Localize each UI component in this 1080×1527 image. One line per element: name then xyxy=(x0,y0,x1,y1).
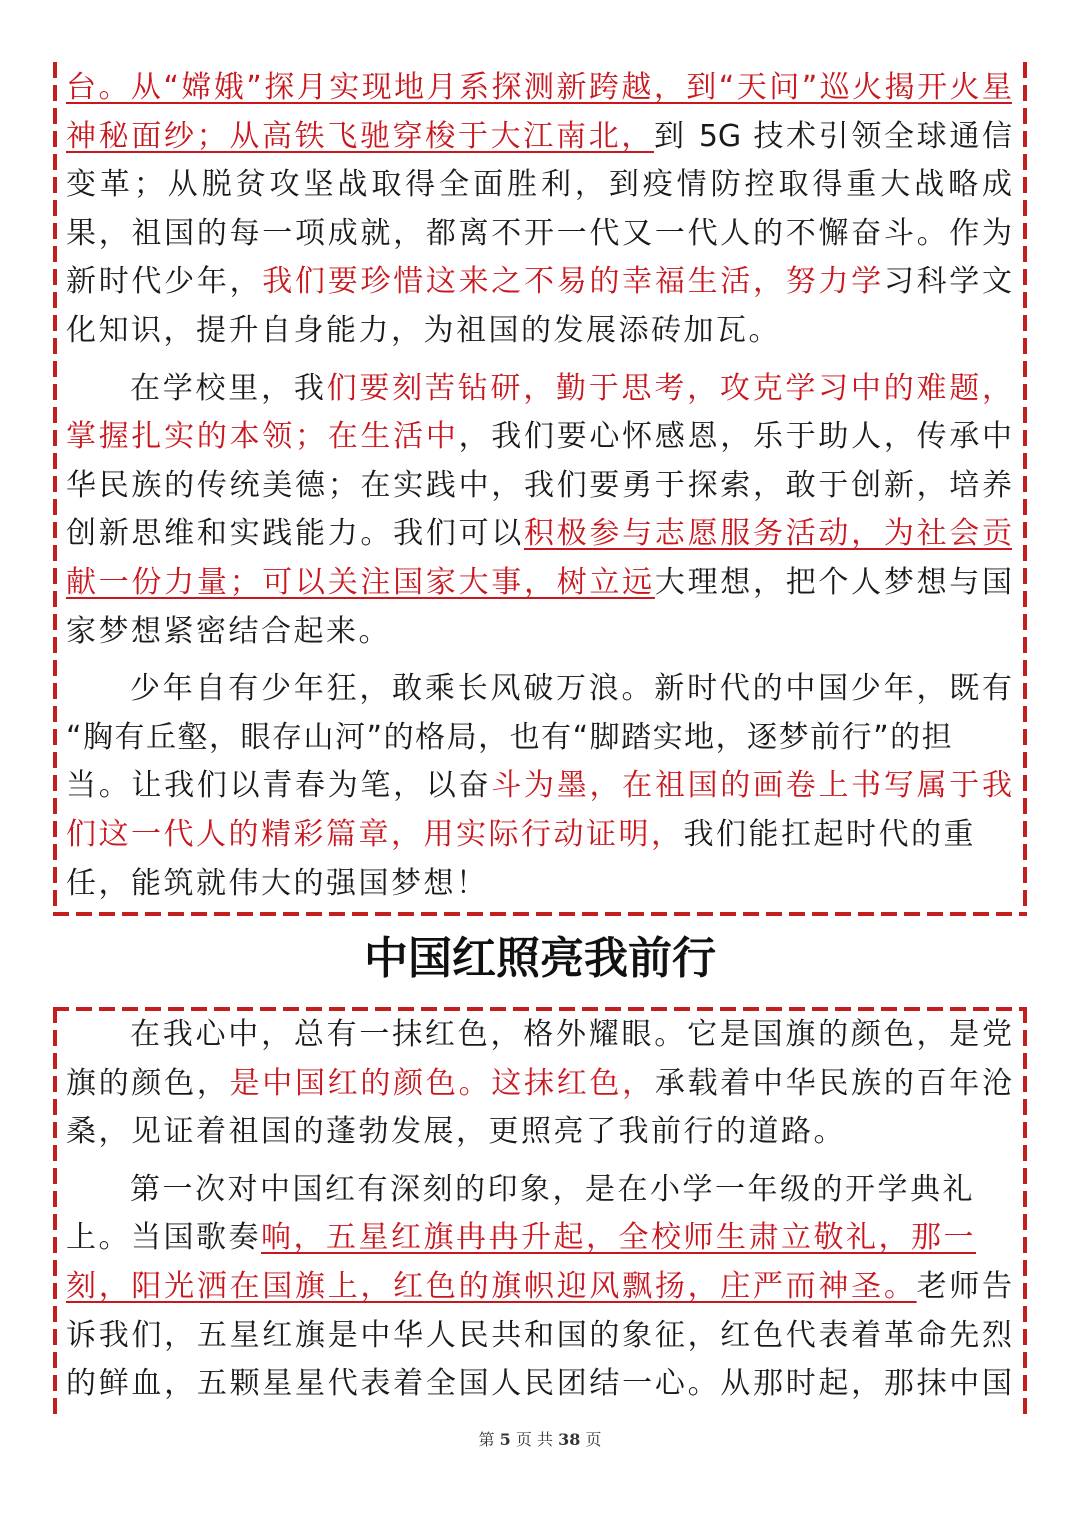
underlined-highlight: 积极参与志愿服务活动，为社会贡 xyxy=(524,516,1012,552)
text-line xyxy=(66,1108,1012,1157)
text-line xyxy=(66,860,1012,909)
text: 华民族的传统美德；在实践中，我们要勇于探索，敢于创新，培养 xyxy=(66,467,1012,503)
text: 当。让我们以青春为笔，以奋 xyxy=(66,768,492,804)
text: 到 5G 技术引领全球通信 xyxy=(653,118,1012,154)
text-line xyxy=(66,258,1012,307)
paragraph xyxy=(66,1166,1012,1409)
text-line xyxy=(66,714,1012,763)
text: 新时代少年， xyxy=(66,264,263,300)
text-line xyxy=(66,365,1012,414)
highlighted-text: 是中国红的颜色。这抹红色， xyxy=(229,1065,655,1101)
footer-middle: 页 共 xyxy=(515,1430,553,1449)
highlighted-text: 掌握扎实的本领；在生活中 xyxy=(66,419,459,455)
text: 上。当国歌奏 xyxy=(66,1220,261,1256)
text-line xyxy=(66,413,1012,462)
text-line xyxy=(66,1214,1012,1263)
essay-body xyxy=(66,1011,1012,1409)
current-page-number: 5 xyxy=(499,1430,511,1449)
text-line xyxy=(66,161,1012,210)
text-line xyxy=(66,1263,1012,1312)
underlined-highlight: 响，五星红旗冉冉升起，全校师生肃立敬礼，那一 xyxy=(261,1220,976,1256)
footer-prefix: 第 xyxy=(478,1430,495,1449)
text-line xyxy=(66,462,1012,511)
text: 第一次对中国红有深刻的印象，是在小学一年级的开学典礼 xyxy=(130,1171,975,1207)
text: 在我心中，总有一抹红色，格外耀眼。它是国旗的颜色，是党 xyxy=(130,1017,1012,1052)
total-pages-number: 38 xyxy=(558,1430,581,1449)
text-line xyxy=(66,762,1012,811)
text-line xyxy=(66,307,1012,356)
paragraph xyxy=(66,665,1012,908)
paragraph xyxy=(66,1011,1012,1157)
text: 习科学文 xyxy=(883,264,1013,300)
text-line xyxy=(66,510,1012,559)
text: 我们能扛起时代的重 xyxy=(683,816,976,852)
underlined-highlight: 刻，阳光洒在国旗上，红色的旗帜迎风飘扬，庄严而神圣。 xyxy=(66,1268,917,1304)
highlighted-text: 我们要珍惜这来之不易的幸福生活，努力学 xyxy=(262,264,884,300)
page-footer xyxy=(0,1430,1080,1450)
text-line xyxy=(66,1166,1012,1215)
text-line xyxy=(66,1060,1012,1109)
text-line xyxy=(66,64,1012,113)
text-line xyxy=(66,1360,1012,1409)
text: 任，能筑就伟大的强国梦想！ xyxy=(66,865,489,901)
essay-title: 中国红照亮我前行 xyxy=(364,933,716,984)
text: 在学校里，我 xyxy=(130,370,327,406)
underlined-highlight: 台。从“嫦娥”探月实现地月系探测新跨越，到“天问”巡火揭开火星 xyxy=(66,70,1012,105)
text-line xyxy=(66,559,1012,608)
highlighted-text: 斗为墨，在祖国的画卷上书写属于我 xyxy=(491,768,1013,804)
text: 诉我们，五星红旗是中华人民共和国的象征，红色代表着革命先烈 xyxy=(66,1317,1012,1353)
highlighted-text: 们这一代人的精彩篇章，用实际行动证明， xyxy=(66,816,684,852)
underlined-highlight: 献一份力量；可以关注国家大事，树立远 xyxy=(66,564,655,600)
continued-essay-section xyxy=(66,64,1012,908)
text: 家梦想紧密结合起来。 xyxy=(66,613,391,649)
paragraph xyxy=(66,365,1012,657)
text: 老师告 xyxy=(916,1268,1013,1304)
footer-suffix: 页 xyxy=(585,1430,602,1449)
text: 化知识，提升自身能力，为祖国的发展添砖加瓦。 xyxy=(66,312,781,348)
text-line xyxy=(66,210,1012,259)
text: 大理想，把个人梦想与国 xyxy=(654,564,1013,600)
text: 创新思维和实践能力。我们可以 xyxy=(66,516,524,552)
highlighted-text: 们要刻苦钻研，勤于思考，攻克学习中的难题， xyxy=(326,370,1013,406)
text-line xyxy=(66,811,1012,860)
text: 变革；从脱贫攻坚战取得全面胜利，到疫情防控取得重大战略成 xyxy=(66,167,1012,203)
text-line xyxy=(66,113,1012,162)
text-line xyxy=(66,665,1012,714)
underlined-highlight: 神秘面纱；从高铁飞驰穿梭于大江南北， xyxy=(66,118,654,154)
text-line xyxy=(66,1011,1012,1060)
text: 旗的颜色， xyxy=(66,1065,230,1101)
text: 的鲜血，五颗星星代表着全国人民团结一心。从那时起，那抹中国 xyxy=(66,1366,1012,1402)
text: ，我们要心怀感恩，乐于助人，传承中 xyxy=(458,419,1013,455)
text: 承载着中华民族的百年沧 xyxy=(654,1065,1013,1101)
text: “胸有丘壑，眼存山河”的格局，也有“脚踏实地，逐梦前行”的担 xyxy=(66,719,954,755)
text-line xyxy=(66,608,1012,657)
text: 少年自有少年狂，敢乘长风破万浪。新时代的中国少年，既有 xyxy=(130,671,1012,707)
text-line xyxy=(66,1312,1012,1361)
paragraph xyxy=(66,64,1012,356)
text: 果，祖国的每一项成就，都离不开一代又一代人的不懈奋斗。作为 xyxy=(66,215,1012,251)
text: 桑，见证着祖国的蓬勃发展，更照亮了我前行的道路。 xyxy=(66,1114,846,1150)
